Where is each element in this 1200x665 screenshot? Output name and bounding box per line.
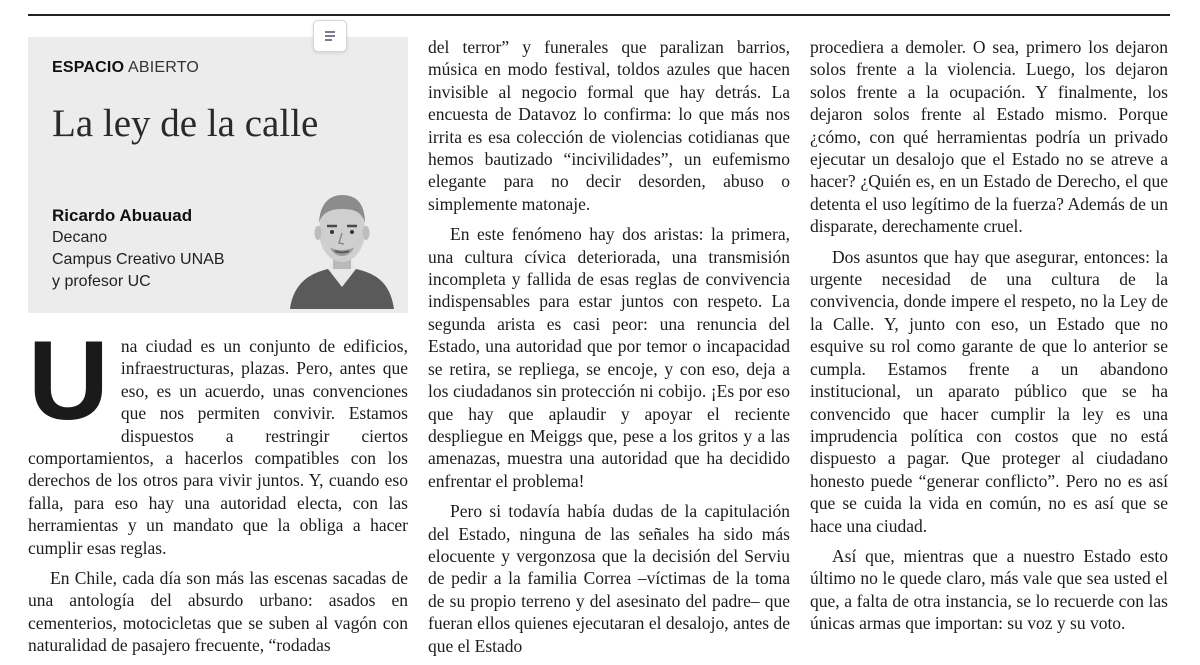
section-label [52, 59, 199, 77]
article-title: La ley de la calle [52, 102, 319, 145]
drop-cap: U [28, 318, 109, 443]
paragraph: Pero si todavía había dudas de la capitulación del Estado, ninguna de las señales ha sido más elocuente y vergonzosa que la decisión del Serviu de pedir a la familia Correa –víctimas de la toma de su propio terreno y del asesinato del padre– que fueran ellos quienes ejecutaran el desalojo, antes de que el Estado [428, 501, 790, 656]
paragraph: Así que, mientras que a nuestro Estado esto último no le quede claro, más vale que sea usted el que, a falta de otra instancia, se lo recuerde con las únicas armas que importan: su voz y su voto. [810, 545, 1168, 634]
author-title-2: Campus Creativo UNAB [52, 251, 225, 268]
top-rule [28, 14, 1170, 16]
paragraph [28, 318, 408, 559]
paragraph: En Chile, cada día son más las escenas sacadas de una antología del absurdo urbano: asados en cementerios, motocicletas que se suben al vagón con naturalidad de pasajero frecuente, “rodadas [28, 568, 408, 656]
column-1 [28, 318, 408, 665]
paragraph-text: na ciudad es un conjunto de edificios, infraestructuras, plazas. Pero, antes que eso, es un acuerdo, unas convenciones que nos permiten convivir. Estamos dispuestos a restringir ciertos comportamientos, a hacerlos compatibles con los derechos de los otros para vivir juntos. Y, cuando eso falla, para eso hay una autoridad electa, con las herramientas y un mandato que la obliga a hacer cumplir esas reglas. [28, 336, 408, 558]
column-2 [428, 36, 790, 665]
author-title-1: Decano [52, 229, 108, 246]
paragraph: Dos asuntos que hay que asegurar, entonces: la urgente necesidad de una cultura de la convivencia, donde impere el respeto, no la Ley de la Calle. Y, junto con eso, un Estado que no esquive su rol como garante de que lo anterior se cumpla. Estamos frente a un abandono institucional, un aparato público que se ha convencido que hacer cumplir la ley es una imprudencia política con costos que no está dispuesto a pagar. Que proteger al ciudadano honesto puede “generar conflicto”. Pero no es así que se cuida la vida en común, no es así que se hace una ciudad. [810, 246, 1168, 536]
paragraph: procediera a demoler. O sea, primero los dejaron solos frente a la violencia. Luego, los dejaron solos frente a la ocupación. Y finalmente, los dejaron solos frente al Estado mismo. Porque ¿cómo, con qué herramientas podría un privado ejecutar un desalojo que el Estado no se atreve a hacer? ¿Quién es, en un Estado de Derecho, el que detenta el uso legítimo de la fuerza? Además de un disparate, derechamente cruel. [810, 37, 1168, 237]
column-3 [810, 36, 1168, 643]
column-header-box [28, 37, 408, 313]
section-label-bold: ESPACIO [52, 59, 125, 76]
section-label-rest: ABIERTO [128, 59, 200, 76]
paragraph: del terror” y funerales que paralizan barrios, música en modo festival, toldos azules que hacen invisible al negocio formal que hay detrás. La encuesta de Datavoz lo confirma: lo que más nos irrita es esa colección de violencias cotidianas que hemos bautizado “incivilidades”, un eufemismo elegante para no decir desorden, abuso o simplemente matonaje. [428, 37, 790, 214]
author-block [52, 205, 225, 293]
paragraph: En este fenómeno hay dos aristas: la primera, una cultura cívica deteriorada, una transmisión incompleta y fallida de esas reglas de convivencia indispensables para estar juntos con respeto. La segunda arista es casi peor: una renuncia del Estado, una autoridad que por temor o incapacidad se retira, se repliega, se encoje, y con eso, deja a los ciudadanos sin protección ni cobijo. ¡Es por eso que hay que aplaudir y apoyar el reciente despliegue en Meiggs que, pese a los gritos y a las amenazas, muestra una autoridad que ha decidido enfrentar el problema! [428, 224, 790, 491]
author-portrait [286, 183, 398, 309]
author-title-3: y profesor UC [52, 273, 151, 290]
author-name: Ricardo Abuauad [52, 206, 193, 225]
document-menu-icon[interactable] [313, 20, 347, 52]
